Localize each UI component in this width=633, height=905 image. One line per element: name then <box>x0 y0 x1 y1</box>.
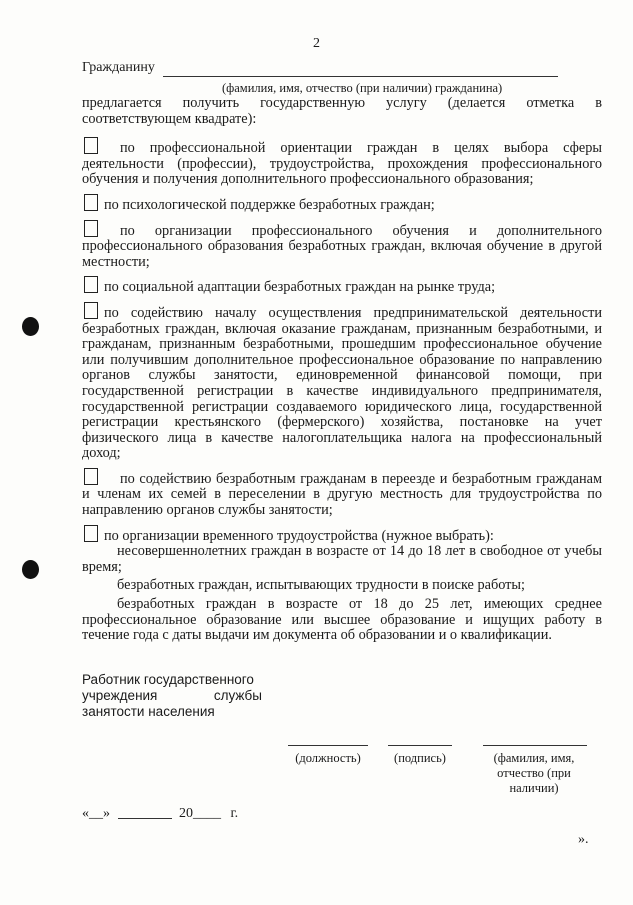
option-checkbox[interactable] <box>84 302 98 319</box>
addressee-label: Гражданину <box>82 60 155 75</box>
option-item: по психологической поддержке безработных граждан; <box>82 194 602 214</box>
sub-option-item: безработных граждан в возрасте от 18 до 25 лет, имеющих среднее профессиональное образование или высшее образование и ищущих работу в течение года с даты выдачи им документа об образовании и о квалификации. <box>82 596 602 644</box>
addressee-caption: (фамилия, имя, отчество (при наличии) гражданина) <box>222 81 503 95</box>
page-number: 2 <box>313 36 320 51</box>
option-checkbox[interactable] <box>84 137 98 154</box>
date-month-blank <box>118 806 172 819</box>
option-checkbox[interactable] <box>84 220 98 237</box>
closing-quote: ». <box>578 832 589 847</box>
option-item: по организации временного трудоустройства (нужное выбрать): <box>82 525 602 545</box>
option-item: по содействию безработным гражданам в переезде и безработным гражданам и членам их семей в переселении в другую местность для трудоустройства по направлению органов службы занятости; <box>82 468 602 519</box>
name-caption: (фамилия, имя, отчество (при наличии) <box>493 751 575 795</box>
position-caption: (должность) <box>295 751 361 765</box>
option-checkbox[interactable] <box>84 276 98 293</box>
punch-hole-top <box>22 317 39 336</box>
option-item: по профессиональной ориентации граждан в целях выбора сферы деятельности (профессии), трудоустройства, прохождения профессионального обучения и получения дополнительного профессионального образования; <box>82 137 602 188</box>
option-item: по социальной адаптации безработных граждан на рынке труда; <box>82 276 602 296</box>
date-day-blank: __ <box>89 806 103 821</box>
punch-hole-bottom <box>22 560 39 579</box>
document-body <box>82 96 602 644</box>
worker-signature-label: Работник государственного учреждения службы занятости населения <box>82 672 262 719</box>
signature-field[interactable] <box>388 745 452 746</box>
option-checkbox[interactable] <box>84 468 98 485</box>
sub-option-item: несовершеннолетних граждан в возрасте от 14 до 18 лет в свободное от учебы время; <box>82 543 602 575</box>
sub-option-item: безработных граждан, испытывающих трудности в поиске работы; <box>117 577 526 594</box>
addressee-name-field[interactable] <box>163 76 558 77</box>
option-checkbox[interactable] <box>84 525 98 542</box>
signature-caption: (подпись) <box>394 751 446 765</box>
intro-text: предлагается получить государственную услугу (делается отметка в соответствующем квадрате): <box>82 95 602 127</box>
date-year-blank: ____ <box>193 806 221 821</box>
date-line[interactable]: «__» 20____ г. <box>82 806 239 821</box>
position-field[interactable] <box>288 745 368 746</box>
option-item: по содействию началу осуществления предпринимательской деятельности безработных граждан, включая оказание гражданам, признанным безработными, и гражданам, признанным безработными, прошедшим профессиональное обучение или получившим дополнительное профессиональное образование по направлению органов службы занятости, единовременной финансовой помощи, при государственной регистрации в качестве индивидуального предпринимателя, государственной регистрации создаваемого юридического лица, государственной регистрации крестьянского (фермерского) хозяйства, постановке на учет физического лица в качестве налогоплательщика налога на профессиональный доход; <box>82 302 602 462</box>
option-item: по организации профессионального обучения и дополнительного профессионального образования безработных граждан, включая обучение в другой местности; <box>82 220 602 271</box>
option-checkbox[interactable] <box>84 194 98 211</box>
name-field[interactable] <box>483 745 587 746</box>
